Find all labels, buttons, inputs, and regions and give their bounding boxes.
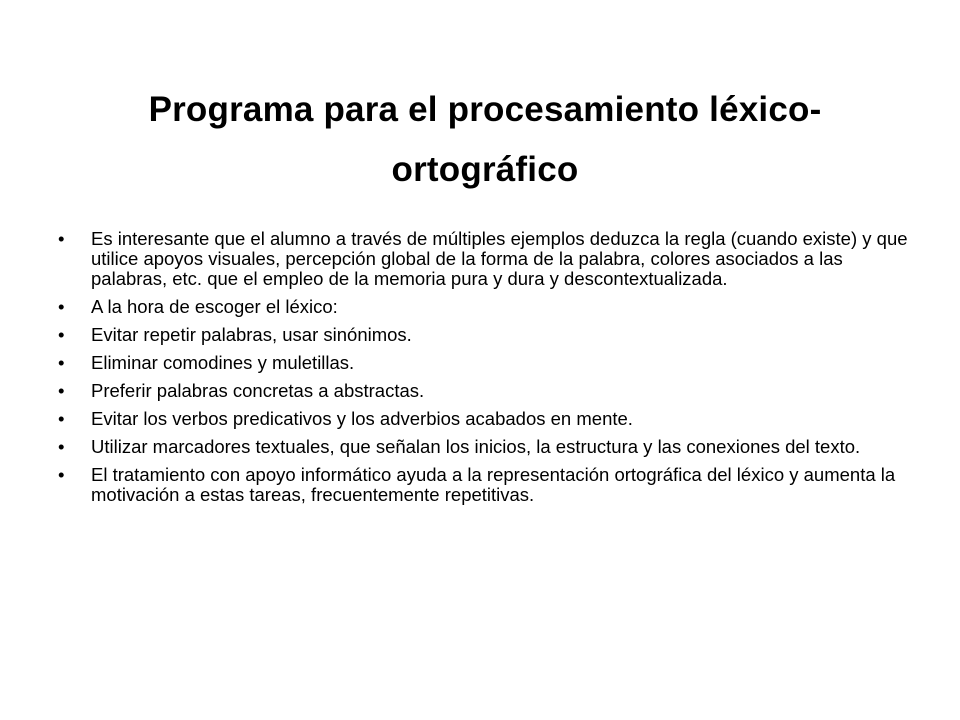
bullet-list bbox=[58, 229, 918, 513]
bullet-item bbox=[58, 409, 918, 429]
bullet-item bbox=[58, 465, 918, 505]
bullet-dot-icon: • bbox=[58, 296, 65, 317]
bullet-text: Utilizar marcadores textuales, que señalan los inicios, la estructura y las conexiones del texto. bbox=[91, 436, 861, 457]
bullet-dot-icon: • bbox=[58, 228, 65, 249]
bullet-dot-icon: • bbox=[58, 464, 65, 485]
bullet-item bbox=[58, 381, 918, 401]
bullet-dot-icon: • bbox=[58, 324, 65, 345]
bullet-dot-icon: • bbox=[58, 408, 65, 429]
bullet-dot-icon: • bbox=[58, 352, 65, 373]
bullet-item bbox=[58, 353, 918, 373]
bullet-item bbox=[58, 437, 918, 457]
bullet-text: Evitar los verbos predicativos y los adverbios acabados en mente. bbox=[91, 408, 633, 429]
bullet-item bbox=[58, 229, 918, 289]
bullet-text: El tratamiento con apoyo informático ayuda a la representación ortográfica del léxico y aumenta la motivación a estas tareas, frecuentemente repetitivas. bbox=[91, 464, 896, 505]
bullet-text: Preferir palabras concretas a abstractas. bbox=[91, 380, 425, 401]
bullet-text: Es interesante que el alumno a través de múltiples ejemplos deduzca la regla (cuando existe) y que utilice apoyos visuales, percepción global de la forma de la palabra, colores asociados a las palabras, etc. que el empleo de la memoria pura y dura y descontextualizada. bbox=[91, 228, 908, 289]
bullet-item bbox=[58, 325, 918, 345]
bullet-text: Eliminar comodines y muletillas. bbox=[91, 352, 355, 373]
bullet-item bbox=[58, 297, 918, 317]
bullet-dot-icon: • bbox=[58, 436, 65, 457]
bullet-text: Evitar repetir palabras, usar sinónimos. bbox=[91, 324, 412, 345]
bullet-dot-icon: • bbox=[58, 380, 65, 401]
bullet-text: A la hora de escoger el léxico: bbox=[91, 296, 338, 317]
slide-title: Programa para el procesamiento léxico-ortográfico bbox=[148, 90, 822, 189]
